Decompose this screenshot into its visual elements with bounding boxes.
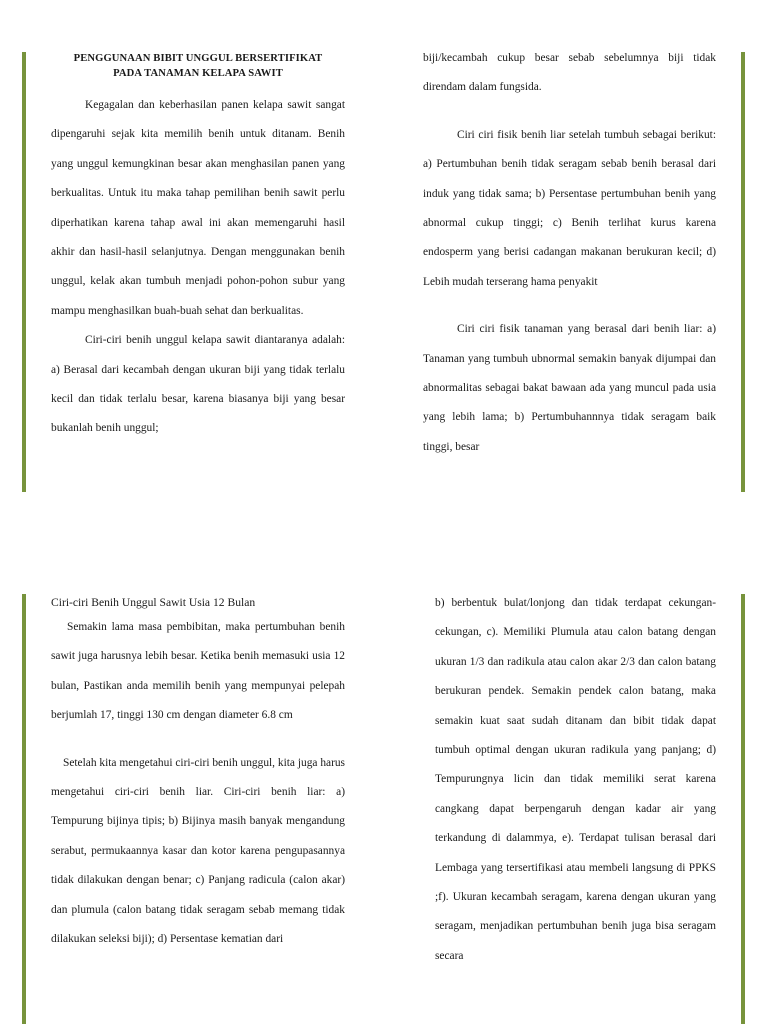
page1-right-column	[423, 44, 716, 462]
paragraph: b) berbentuk bulat/lonjong dan tidak terdapat cekungan-cekungan, c). Memiliki Plumula atau calon batang dengan ukuran 1/3 dan radikula atau calon akar 2/3 dan calon batang berukuran pendek. Semakin pendek calon batang, maka semakin kuat saat sudah ditanam dan bibit tidak dapat tumbuh optimal dengan ukuran radikula yang panjang; d) Tempurungnya licin dan tidak memiliki serat karena cangkang dapat berpengaruh dengan kadar air yang terkandung di dalammya, e). Terdapat tulisan berasal dari Lembaga yang tersertifikasi atau membeli langsung di PPKS ;f). Ukuran kecambah seragam, karena dengan ukuran yang seragam, menjadikan pertumbuhan benih juga bisa seragam secara	[435, 597, 716, 962]
page2-left-column	[51, 593, 345, 954]
title-line-2: PADA TANAMAN KELAPA SAWIT	[113, 68, 283, 79]
paragraph: Ciri ciri fisik benih liar setelah tumbuh sebagai berikut: a) Pertumbuhan benih tidak seragam sebab benih berasal dari induk yang tidak sama; b) Persentase pertumbuhan benih yang abnormal cukup tinggi; c) Benih terlihat kurus karena endosperm yang berisi cadangan makanan berukuran kecil; d) Lebih mudah terserang hama penyakit	[423, 128, 716, 288]
paragraph: Setelah kita mengetahui ciri-ciri benih unggul, kita juga harus mengetahui ciri-ciri benih liar. Ciri-ciri benih liar: a) Tempurung bijinya tipis; b) Bijinya masih banyak mengandung serabut, permukaannya kasar dan kotor karena pengupasannya tidak dilakukan dengan benar; c) Panjang radicula (calon akar) dan plumula (calon batang tidak seragam sebab memang tidak dilakukan seleksi biji); d) Persentase kematian dari	[51, 756, 345, 946]
title-line-1: PENGGUNAAN BIBIT UNGGUL BERSERTIFIKAT	[73, 53, 323, 64]
page-title	[51, 51, 345, 81]
paragraph: Ciri ciri fisik tanaman yang berasal dari benih liar: a) Tanaman yang tumbuh ubnormal semakin banyak dijumpai dan abnormalitas sebagai bakat bawaan ada yang muncul pada usia yang lebih lama; b) Pertumbuhannnya tidak seragam baik tinggi, besar	[423, 323, 716, 453]
page1-left-column	[51, 51, 345, 444]
page2-right-column	[435, 589, 716, 971]
paragraph: Kegagalan dan keberhasilan panen kelapa sawit sangat dipengaruhi sejak kita memilih benih untuk ditanam. Benih yang unggul kemungkinan besar akan menghasilan panen yang berkualitas. Untuk itu maka tahap pemilihan benih sawit perlu diperhatikan karena tahap awal ini akan memengaruhi hasil akhir dan hasil-hasil selanjutnya. Dengan menggunakan benih unggul, kelak akan tumbuh menjadi pohon-pohon subur yang mampu menghasilkan buah-buah sehat dan berkualitas.	[51, 99, 345, 317]
left-margin-bar-top	[22, 52, 26, 492]
right-margin-bar-bottom	[741, 594, 745, 1024]
right-margin-bar-top	[741, 52, 745, 492]
paragraph: Semakin lama masa pembibitan, maka pertumbuhan benih sawit juga harusnya lebih besar. Ketika benih memasuki usia 12 bulan, Pastikan anda memilih benih yang mempunyai pelepah berjumlah 17, tinggi 130 cm dengan diameter 6.8 cm	[51, 621, 345, 722]
left-margin-bar-bottom	[22, 594, 26, 1024]
paragraph: biji/kecambah cukup besar sebab sebelumnya biji tidak direndam dalam fungsida.	[423, 52, 716, 94]
section-heading: Ciri-ciri Benih Unggul Sawit Usia 12 Bulan	[51, 596, 256, 609]
paragraph: Ciri-ciri benih unggul kelapa sawit diantaranya adalah: a) Berasal dari kecambah dengan ukuran biji yang tidak terlalu kecil dan tidak terlalu besar, karena biasanya biji yang besar bukanlah benih unggul;	[51, 334, 345, 435]
